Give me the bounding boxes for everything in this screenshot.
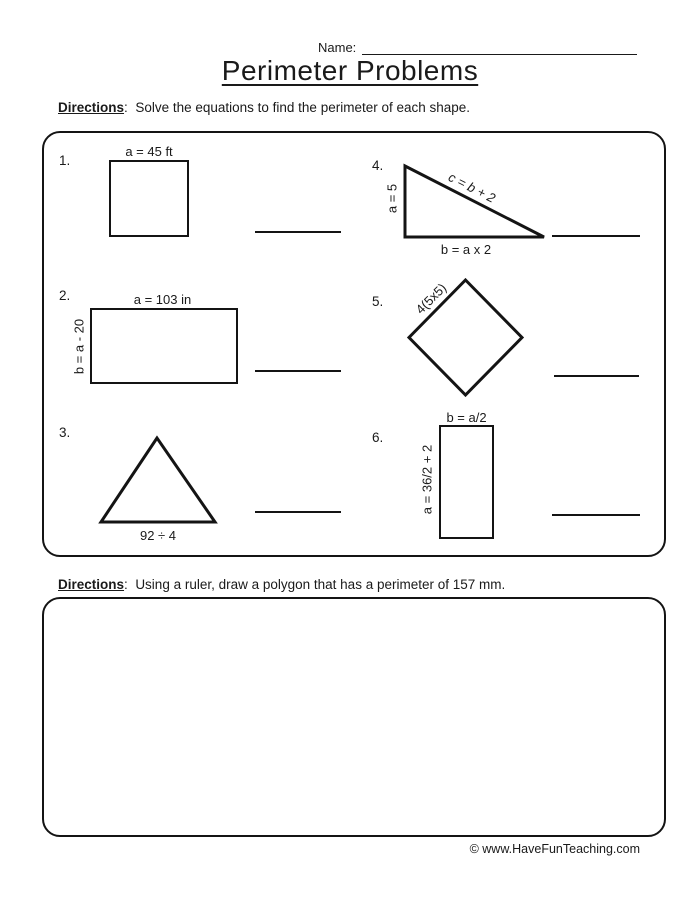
problem-3-bottom-label: 92 ÷ 4 bbox=[139, 528, 177, 543]
tall-rectangle-shape bbox=[439, 425, 494, 539]
triangle-shape bbox=[97, 433, 219, 527]
problem-6-left-label: a = 36/2 + 2 bbox=[419, 444, 435, 515]
directions-1-text: Solve the equations to find the perimeter of each shape. bbox=[135, 100, 471, 115]
square-shape bbox=[109, 160, 189, 237]
problems-box bbox=[42, 131, 666, 557]
problem-1-top-label: a = 45 ft bbox=[125, 144, 173, 159]
problem-1-number: 1. bbox=[59, 153, 71, 168]
answer-blank-4 bbox=[552, 235, 640, 237]
problem-2-top-label: a = 103 in bbox=[133, 292, 192, 307]
problem-2-number: 2. bbox=[59, 288, 71, 303]
answer-blank-3 bbox=[255, 511, 341, 513]
problem-2-left-label: b = a - 20 bbox=[71, 318, 87, 375]
answer-blank-2 bbox=[255, 370, 341, 372]
name-label: Name: bbox=[318, 40, 357, 55]
page-title bbox=[0, 55, 700, 87]
name-blank-line bbox=[362, 40, 637, 55]
footer-credit: © www.HaveFunTeaching.com bbox=[469, 842, 640, 856]
answer-blank-5 bbox=[554, 375, 639, 377]
right-triangle-shape bbox=[401, 162, 548, 241]
directions-2-colon: : bbox=[124, 577, 128, 592]
drawing-area-box bbox=[42, 597, 666, 837]
directions-2-text: Using a ruler, draw a polygon that has a perimeter of 157 mm. bbox=[135, 577, 506, 592]
problem-4-bottom-label: b = a x 2 bbox=[440, 242, 492, 257]
problem-6-number: 6. bbox=[372, 430, 384, 445]
problem-4-left-label: a = 5 bbox=[384, 183, 400, 214]
answer-blank-1 bbox=[255, 231, 341, 233]
problem-3-number: 3. bbox=[59, 425, 71, 440]
directions-2 bbox=[58, 577, 505, 592]
rectangle-shape bbox=[90, 308, 238, 384]
problem-4-hypotenuse-label: c = b + 2 bbox=[446, 169, 498, 206]
problem-6-top-label: b = a/2 bbox=[446, 410, 487, 425]
answer-blank-6 bbox=[552, 514, 640, 516]
directions-2-label: Directions bbox=[58, 577, 125, 592]
directions-1 bbox=[58, 100, 470, 115]
directions-1-label: Directions bbox=[58, 100, 125, 115]
problem-4-number: 4. bbox=[372, 158, 384, 173]
page-title-text: Perimeter Problems bbox=[221, 55, 479, 86]
directions-1-colon: : bbox=[124, 100, 128, 115]
problem-5-edge-label: 4(5x5) bbox=[412, 280, 450, 317]
problem-5-number: 5. bbox=[372, 294, 384, 309]
